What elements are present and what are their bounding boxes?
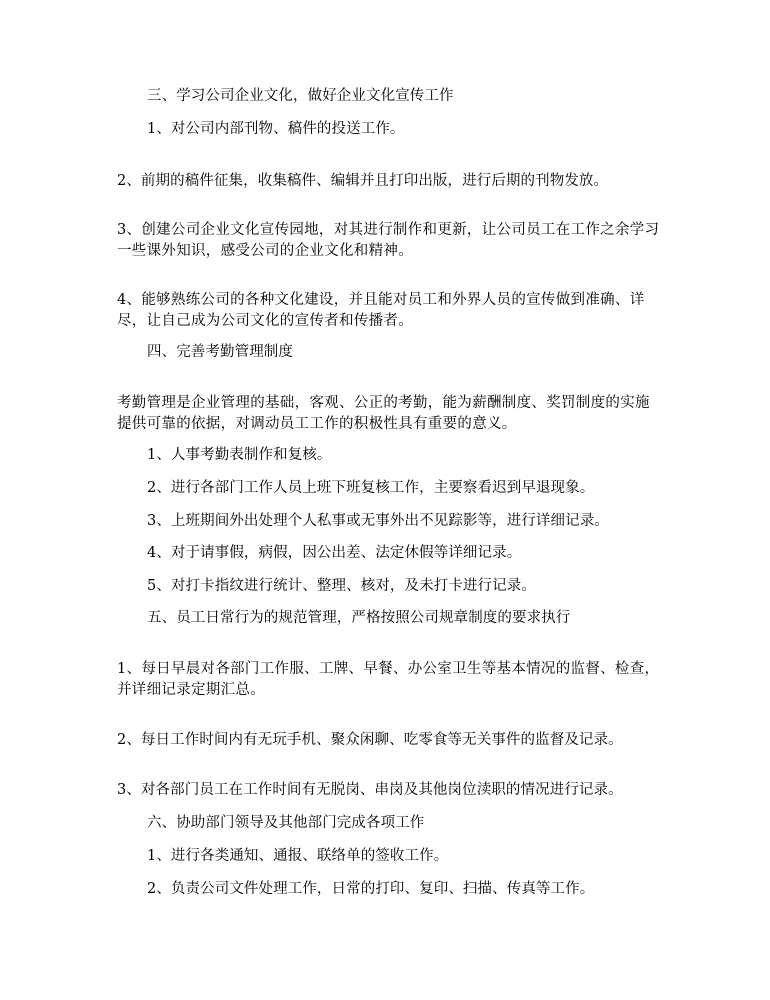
paragraph: 1、进行各类通知、通报、联络单的签收工作。 xyxy=(147,848,449,864)
heading-section-3: 三、学习公司企业文化，做好企业文化宣传工作 xyxy=(147,88,454,104)
paragraph: 3、创建公司企业文化宣传园地，对其进行制作和更新，让公司员工在工作之余学习一些课外知识，感受公司的企业文化和精神。 xyxy=(117,222,660,259)
heading-section-4: 四、完善考勤管理制度 xyxy=(147,344,293,360)
paragraph: 3、对各部门员工在工作时间有无脱岗、串岗及其他岗位渎职的情况进行记录。 xyxy=(117,782,623,798)
paragraph: 2、每日工作时间内有无玩手机、聚众闲聊、吃零食等无关事件的监督及记录。 xyxy=(117,732,623,748)
paragraph: 4、对于请事假，病假，因公出差、法定休假等详细记录。 xyxy=(147,545,522,561)
paragraph: 5、对打卡指纹进行统计、整理、核对，及未打卡进行记录。 xyxy=(147,578,536,594)
paragraph: 2、进行各部门工作人员上班下班复核工作，主要察看迟到早退现象。 xyxy=(147,480,595,496)
paragraph: 2、负责公司文件处理工作，日常的打印、复印、扫描、传真等工作。 xyxy=(147,881,595,897)
paragraph: 2、前期的稿件征集，收集稿件、编辑并且打印出版，进行后期的刊物发放。 xyxy=(117,173,609,189)
heading-section-5: 五、员工日常行为的规范管理，严格按照公司规章制度的要求执行 xyxy=(147,610,571,626)
paragraph: 1、每日早晨对各部门工作服、工牌、早餐、办公室卫生等基本情况的监督、检查，并详细记录定期汇总。 xyxy=(117,661,660,698)
paragraph: 4、能够熟练公司的各种文化建设，并且能对员工和外界人员的宣传做到准确、详尽，让自己成为公司文化的宣传者和传播者。 xyxy=(117,292,645,329)
paragraph: 3、上班期间外出处理个人私事或无事外出不见踪影等，进行详细记录。 xyxy=(147,513,609,529)
paragraph: 1、人事考勤表制作和复核。 xyxy=(147,447,332,463)
paragraph: 1、对公司内部刊物、稿件的投送工作。 xyxy=(147,121,405,137)
heading-section-6: 六、协助部门领导及其他部门完成各项工作 xyxy=(147,815,425,831)
paragraph: 考勤管理是企业管理的基础，客观、公正的考勤，能为薪酬制度、奖罚制度的实施提供可靠的依据，对调动员工工作的积极性具有重要的意义。 xyxy=(117,395,650,432)
